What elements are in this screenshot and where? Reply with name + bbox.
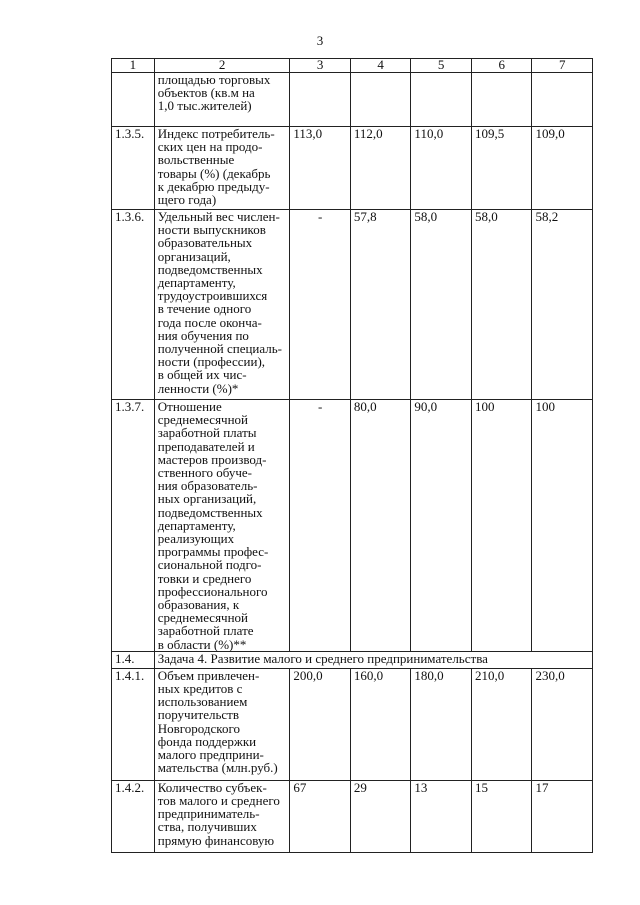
row-description: Отношение среднемесячной заработной платы преподавателей и мастеров производ- ственного обуче- ния образователь- ных организаций, подведомственных департаменту, реализующих программы профес- сиональной подго- товки и среднего профессионального образования, к среднемесячной заработной плате в области (%)** [154, 400, 290, 652]
value-col-7: 17 [532, 780, 593, 852]
table-row [112, 780, 593, 852]
table-row [112, 127, 593, 210]
header-col-6: 6 [471, 59, 532, 73]
row-number: 1.3.5. [112, 127, 155, 210]
value-col-3: 113,0 [290, 127, 351, 210]
value-col-7: 58,2 [532, 210, 593, 400]
value-col-5: 90,0 [411, 400, 472, 652]
value-col-6: 100 [471, 400, 532, 652]
row-number: 1.4.1. [112, 668, 155, 780]
task-number: 1.4. [112, 651, 155, 668]
indicators-table [111, 58, 593, 853]
header-col-1: 1 [112, 59, 155, 73]
table-row [112, 668, 593, 780]
value-col-5: 13 [411, 780, 472, 852]
value-col-6: 15 [471, 780, 532, 852]
header-col-3: 3 [290, 59, 351, 73]
row-description: площадью торговых объектов (кв.м на 1,0 тыс.жителей) [154, 73, 290, 127]
row-description: Количество субъек- тов малого и среднего предприниматель- ства, получивших прямую финансовую [154, 780, 290, 852]
header-col-4: 4 [350, 59, 411, 73]
row-number: 1.4.2. [112, 780, 155, 852]
value-col-7: 100 [532, 400, 593, 652]
value-col-3: 200,0 [290, 668, 351, 780]
value-col-5: 180,0 [411, 668, 472, 780]
value-col-4: 29 [350, 780, 411, 852]
value-col-6: 58,0 [471, 210, 532, 400]
value-col-4: 160,0 [350, 668, 411, 780]
value-col-6 [471, 73, 532, 127]
table-row [112, 73, 593, 127]
row-description: Удельный вес числен- ности выпускников образовательных организаций, подведомственных департаменту, трудоустроившихся в течение одного года после оконча- ния обучения по полученной специаль- ности (профессии), в общей их чис- ленности (%)* [154, 210, 290, 400]
table-header-row [112, 59, 593, 73]
value-col-6: 210,0 [471, 668, 532, 780]
table-row [112, 210, 593, 400]
page-number: 3 [316, 33, 324, 48]
value-col-6: 109,5 [471, 127, 532, 210]
row-number [112, 73, 155, 127]
value-col-5: 110,0 [411, 127, 472, 210]
header-col-5: 5 [411, 59, 472, 73]
task-row [112, 651, 593, 668]
value-col-4: 57,8 [350, 210, 411, 400]
header-col-2: 2 [154, 59, 290, 73]
row-number: 1.3.7. [112, 400, 155, 652]
row-number: 1.3.6. [112, 210, 155, 400]
value-col-5 [411, 73, 472, 127]
value-col-7 [532, 73, 593, 127]
value-col-4: 80,0 [350, 400, 411, 652]
row-description: Индекс потребитель- ских цен на продо- вольственные товары (%) (декабрь к декабрю предыду- щего года) [154, 127, 290, 210]
value-col-4: 112,0 [350, 127, 411, 210]
value-col-3: - [290, 400, 351, 652]
row-description: Объем привлечен- ных кредитов с использованием поручительств Новгородского фонда поддержки малого предприни- мательства (млн.руб.) [154, 668, 290, 780]
task-title: Задача 4. Развитие малого и среднего предпринимательства [154, 651, 592, 668]
value-col-3: 67 [290, 780, 351, 852]
table-row [112, 400, 593, 652]
value-col-7: 230,0 [532, 668, 593, 780]
value-col-4 [350, 73, 411, 127]
value-col-3: - [290, 210, 351, 400]
value-col-3 [290, 73, 351, 127]
value-col-7: 109,0 [532, 127, 593, 210]
header-col-7: 7 [532, 59, 593, 73]
value-col-5: 58,0 [411, 210, 472, 400]
